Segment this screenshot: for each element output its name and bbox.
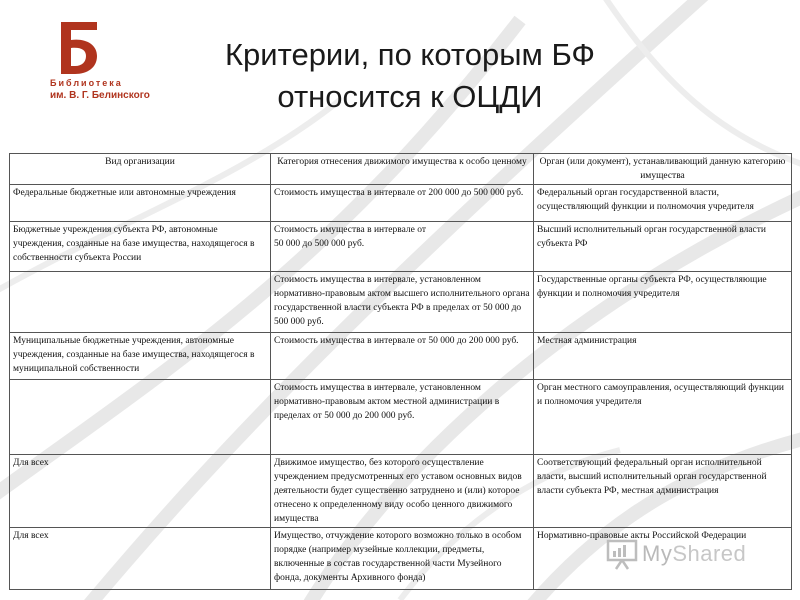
title-line-1: Критерии, по которым БФ: [224, 37, 596, 72]
cell-authority: Высший исполнительный орган государственной власти субъекта РФ: [534, 222, 792, 272]
criteria-table: [9, 153, 792, 590]
watermark-suffix: Shared: [672, 541, 747, 566]
header-authority: Орган (или документ), устанавливающий данную категорию имущества: [534, 154, 792, 185]
cell-authority: Нормативно-правовые акты Российской Федерации: [534, 528, 792, 590]
logo-text-library: Библиотека: [50, 78, 123, 88]
cell-org-type: [10, 380, 271, 455]
cell-org-type: Для всех: [10, 528, 271, 590]
table-header-row: [10, 154, 792, 185]
table-row: [10, 185, 792, 222]
cell-org-type: Федеральные бюджетные или автономные учреждения: [10, 185, 271, 222]
myshared-watermark: [606, 538, 776, 570]
logo-text-name: им. В. Г. Белинского: [50, 90, 150, 101]
watermark-prefix: My: [642, 541, 673, 566]
cell-org-type: Бюджетные учреждения субъекта РФ, автономные учреждения, созданные на базе имущества, находящегося в собственности субъекта России: [10, 222, 271, 272]
cell-category: Имущество, отчуждение которого возможно только в особом порядке (например музейные коллекции, предметы, включенные в состав государственной части Музейного фонда, документы Архивного фонда): [271, 528, 534, 590]
title-line-2: относится к ОЦДИ: [277, 79, 543, 114]
cell-authority: Соответствующий федеральный орган исполнительной власти, высший исполнительный орган государственной власти субъекта РФ, местная администрация: [534, 455, 792, 528]
library-emblem-icon: [55, 20, 103, 76]
table-row: [10, 333, 792, 380]
cell-authority: Местная администрация: [534, 333, 792, 380]
table-row: [10, 222, 792, 272]
cell-category: Стоимость имущества в интервале от 50 000 до 500 000 руб.: [271, 222, 534, 272]
cell-category: Движимое имущество, без которого осуществление учреждением предусмотренных его уставом основных видов деятельности будет существенно затруднено и (или) которое отнесено к определенному виду особо ценного движимого имущества: [271, 455, 534, 528]
cell-authority: Федеральный орган государственной власти, осуществляющий функции и полномочия учредителя: [534, 185, 792, 222]
cell-authority: Орган местного самоуправления, осуществляющий функции и полномочия учредителя: [534, 380, 792, 455]
table-row: [10, 455, 792, 528]
cell-category: Стоимость имущества в интервале, установленном нормативно-правовым актом высшего исполнительного органа государственной власти субъекта РФ в пределах от 50 000 до 500 000 руб.: [271, 272, 534, 333]
cell-category: Стоимость имущества в интервале, установленном нормативно-правовым актом местной администрации в пределах от 50 000 до 200 000 руб.: [271, 380, 534, 455]
library-logo: [50, 20, 150, 112]
header-category: Категория отнесения движимого имущества к особо ценному: [271, 154, 534, 185]
cell-authority: Государственные органы субъекта РФ, осуществляющие функции и полномочия учредителя: [534, 272, 792, 333]
cell-org-type: Муниципальные бюджетные учреждения, автономные учреждения, созданные на базе имущества, находящегося в муниципальной собственности: [10, 333, 271, 380]
header-org-type: Вид организации: [10, 154, 271, 185]
cell-org-type: [10, 272, 271, 333]
watermark-text: [642, 541, 746, 567]
cell-category: Стоимость имущества в интервале от 50 000 до 200 000 руб.: [271, 333, 534, 380]
table-row: [10, 272, 792, 333]
presentation-board-icon: [606, 538, 638, 570]
slide-title: [150, 34, 670, 118]
cell-category: Стоимость имущества в интервале от 200 000 до 500 000 руб.: [271, 185, 534, 222]
table-row: [10, 380, 792, 455]
cell-org-type: Для всех: [10, 455, 271, 528]
